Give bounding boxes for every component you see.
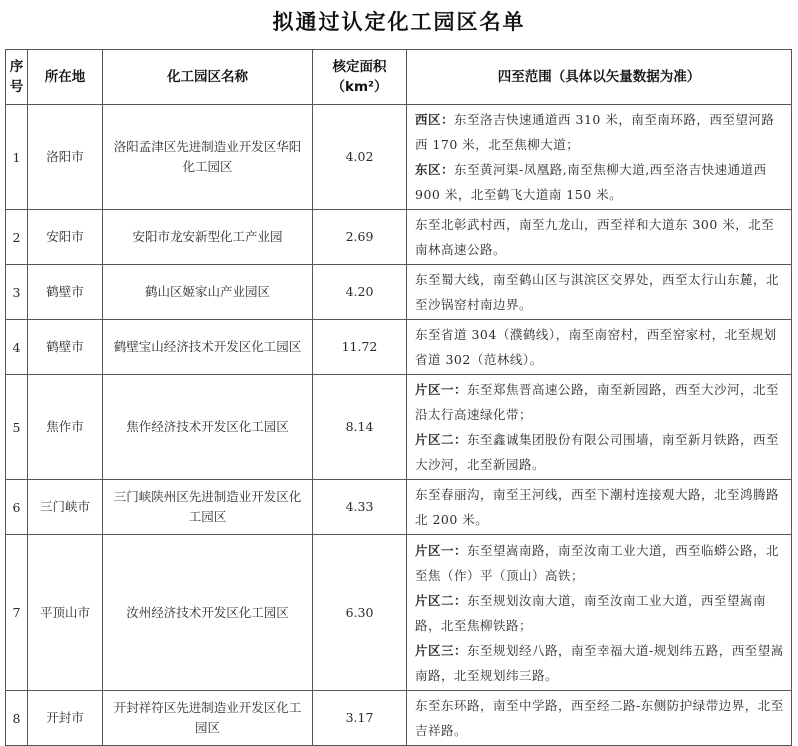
row-area: 6.30 [313,535,407,691]
row-area: 3.17 [313,691,407,746]
chemical-park-table [5,49,792,746]
row-scope: 东至东环路，南至中学路，西至经二路-东侧防护绿带边界，北至吉祥路。 [407,691,792,746]
row-index: 3 [6,265,28,320]
row-area: 2.69 [313,210,407,265]
row-park-name: 安阳市龙安新型化工产业园 [103,210,313,265]
table-row [6,210,792,265]
row-location: 焦作市 [28,375,103,480]
row-index: 5 [6,375,28,480]
row-index: 1 [6,105,28,210]
table-row [6,535,792,691]
row-area: 4.20 [313,265,407,320]
table-row [6,375,792,480]
table-row [6,320,792,375]
row-scope: 东至春丽沟，南至王河线，西至下潮村连接观大路，北至鸿腾路北 200 米。 [407,480,792,535]
row-park-name: 鹤山区姬家山产业园区 [103,265,313,320]
row-index: 2 [6,210,28,265]
table-row [6,691,792,746]
row-scope: 东至北彰武村西，南至九龙山，西至祥和大道东 300 米，北至南林高速公路。 [407,210,792,265]
header-location: 所在地 [28,50,103,105]
header-area: 核定面积 （km²） [313,50,407,105]
page-title: 拟通过认定化工园区名单 [272,10,526,34]
row-park-name: 焦作经济技术开发区化工园区 [103,375,313,480]
row-index: 6 [6,480,28,535]
table-row [6,105,792,210]
row-area: 4.33 [313,480,407,535]
row-park-name: 洛阳孟津区先进制造业开发区华阳化工园区 [103,105,313,210]
row-park-name: 鹤壁宝山经济技术开发区化工园区 [103,320,313,375]
row-location: 安阳市 [28,210,103,265]
table-row [6,480,792,535]
row-park-name: 汝州经济技术开发区化工园区 [103,535,313,691]
table-row [6,265,792,320]
row-location: 鹤壁市 [28,265,103,320]
row-index: 7 [6,535,28,691]
row-scope: 西区：东至洛吉快速通道西 310 米，南至南环路，西至望河路西 170 米，北至焦柳大道； 东区：东至黄河渠-凤凰路,南至焦柳大道,西至洛吉快速通道西 900 米，北至鹤飞大道南 150 米。 [407,105,792,210]
row-scope: 东至省道 304（濮鹤线），南至南窑村，西至窑家村，北至规划省道 302（范林线）。 [407,320,792,375]
row-park-name: 开封祥符区先进制造业开发区化工园区 [103,691,313,746]
row-location: 洛阳市 [28,105,103,210]
row-scope: 片区一：东至郑焦晋高速公路，南至新园路，西至大沙河，北至沿太行高速绿化带； 片区二：东至鑫诚集团股份有限公司围墙，南至新月铁路，西至大沙河，北至新园路。 [407,375,792,480]
row-index: 8 [6,691,28,746]
row-park-name: 三门峡陕州区先进制造业开发区化工园区 [103,480,313,535]
row-scope: 片区一：东至望嵩南路，南至汝南工业大道，西至临蟒公路，北至焦（作）平（顶山）高铁； 片区二：东至规划汝南大道，南至汝南工业大道，西至望嵩南路，北至焦柳铁路； 片区三：东至规划经八路，南至幸福大道-规划纬五路，西至望嵩南路，北至规划纬三路。 [407,535,792,691]
row-location: 开封市 [28,691,103,746]
header-park-name: 化工园区名称 [103,50,313,105]
header-scope: 四至范围（具体以矢量数据为准） [407,50,792,105]
row-scope: 东至蜀大线，南至鹤山区与淇滨区交界处，西至太行山东麓，北至沙锅窑村南边界。 [407,265,792,320]
row-location: 平顶山市 [28,535,103,691]
row-location: 三门峡市 [28,480,103,535]
row-index: 4 [6,320,28,375]
row-location: 鹤壁市 [28,320,103,375]
row-area: 4.02 [313,105,407,210]
row-area: 11.72 [313,320,407,375]
table-header-row [6,50,792,105]
row-area: 8.14 [313,375,407,480]
header-index: 序号 [6,50,28,105]
